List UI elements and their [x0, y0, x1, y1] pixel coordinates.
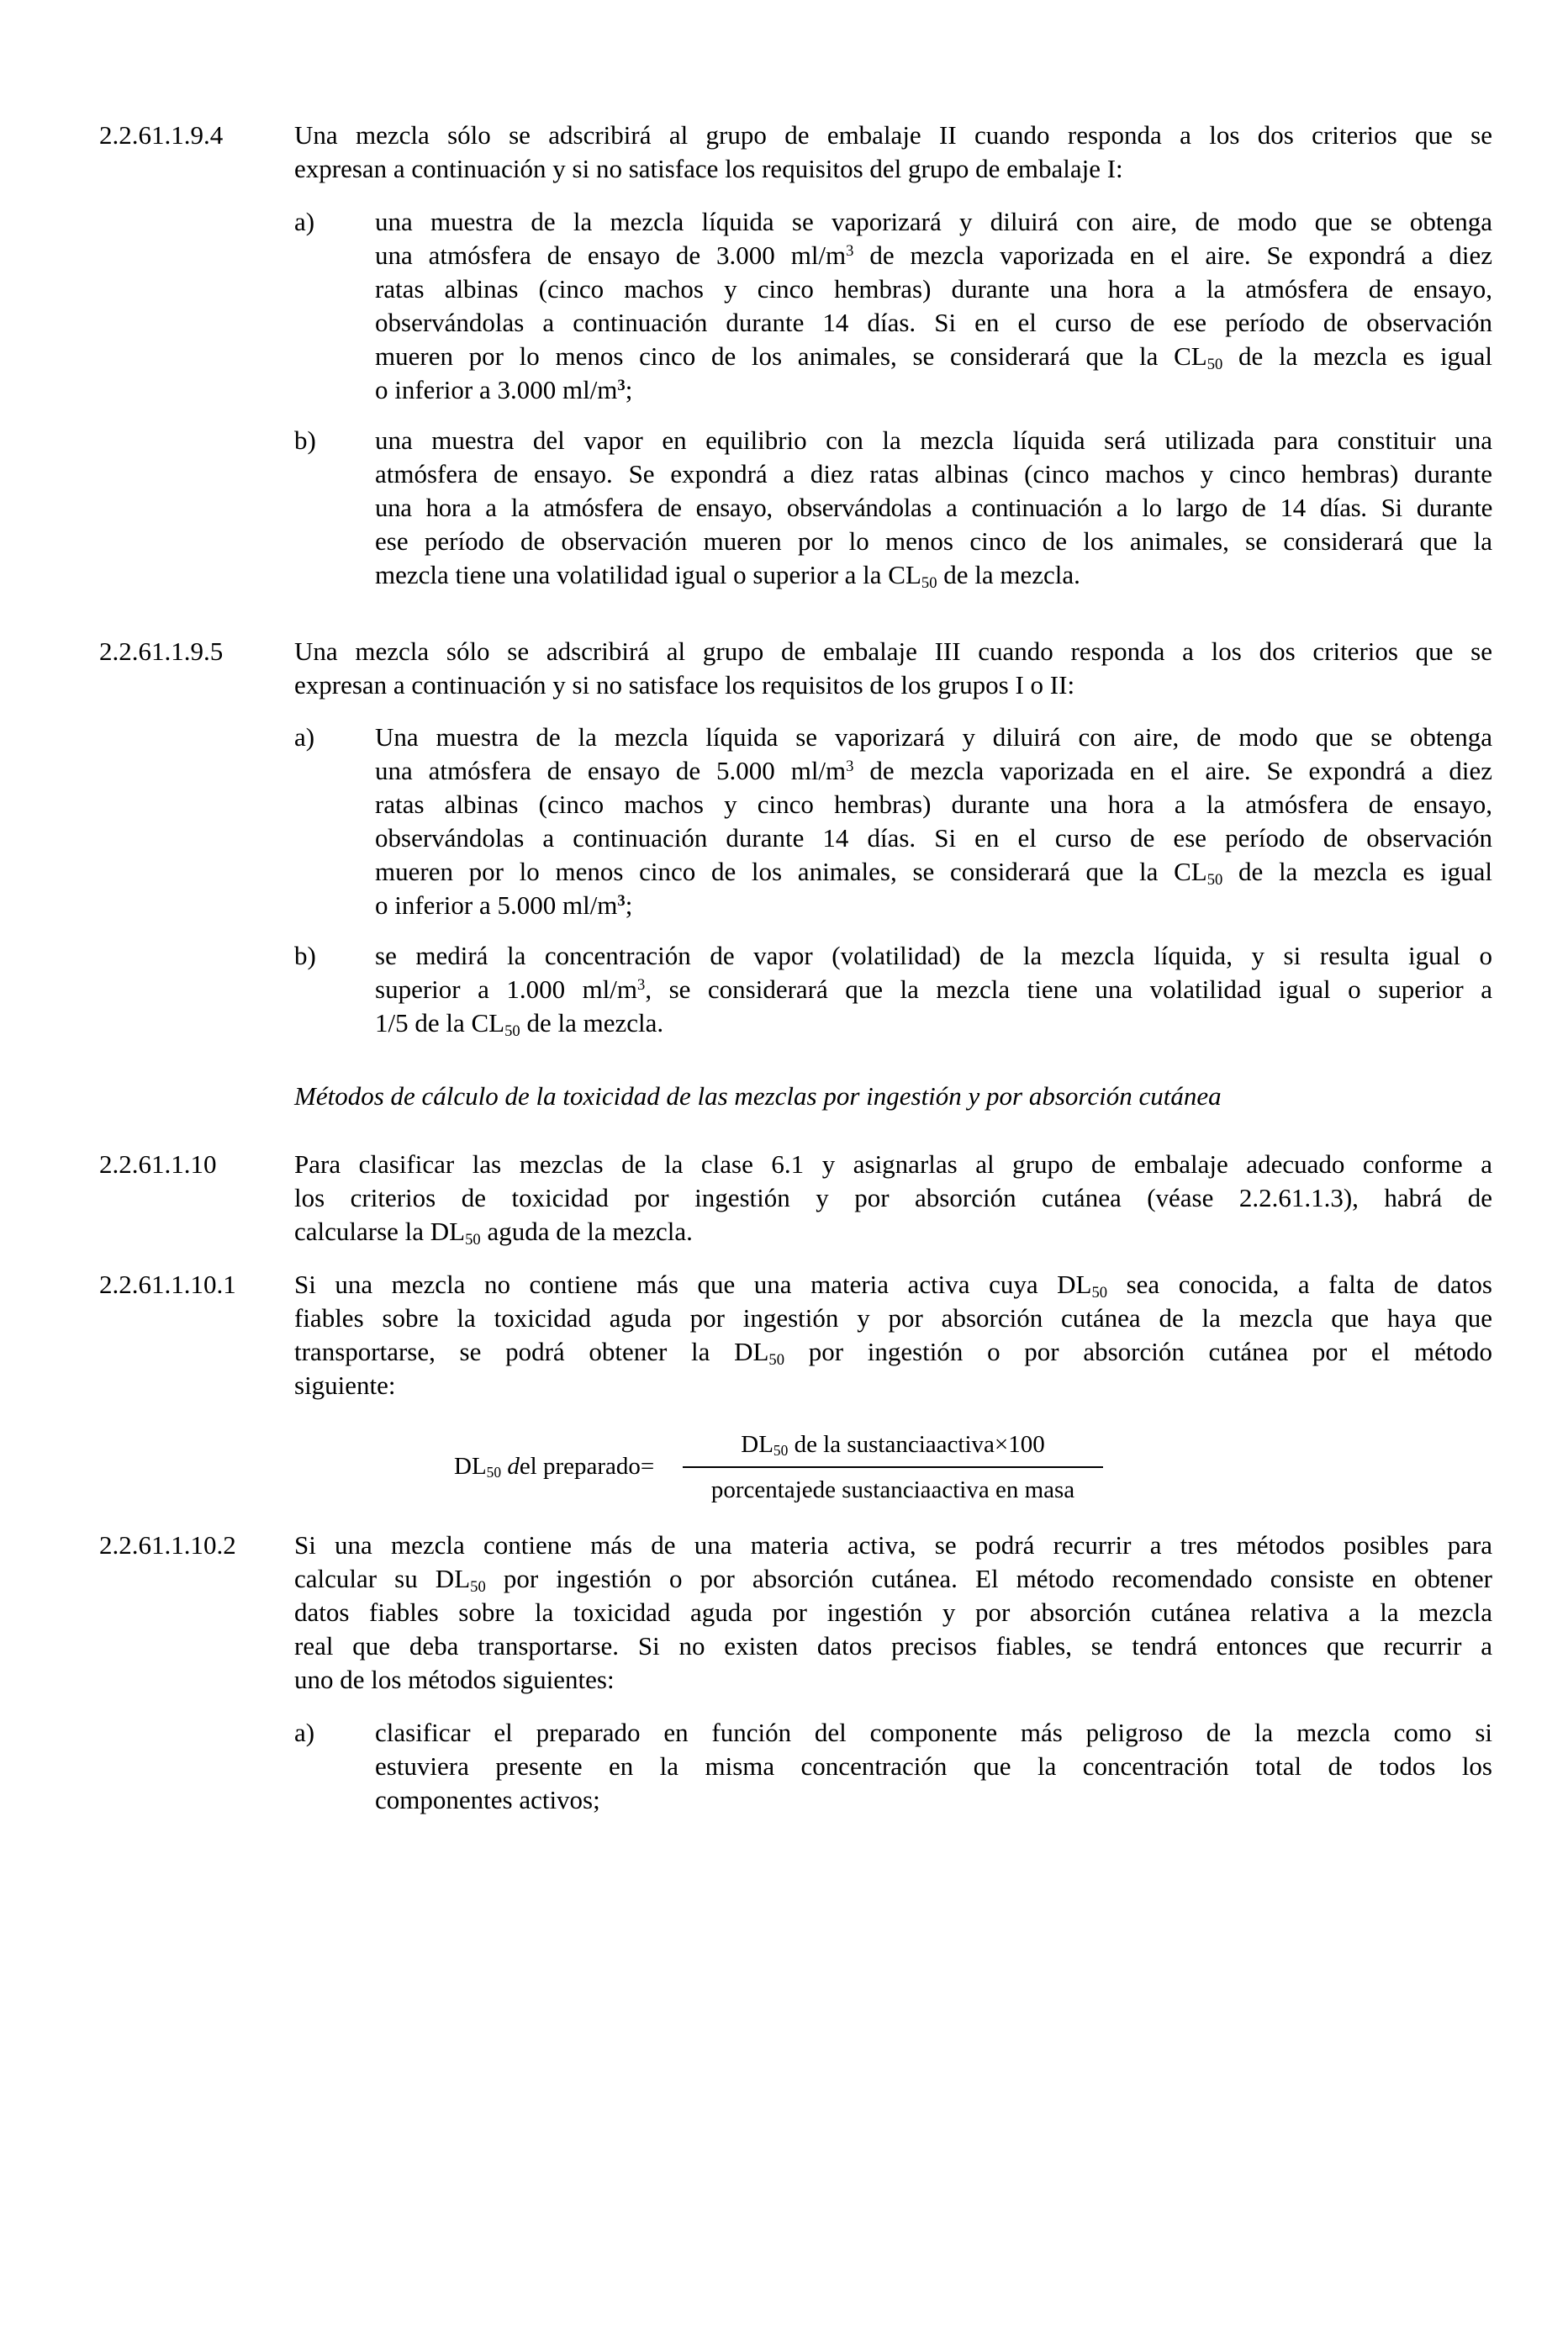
text-line: Si una mezcla contiene más de una materia activa, se podrá recurrir a tres métodos posibles para: [294, 1530, 1492, 1560]
paragraph-number-2-2-61-1-9-5: 2.2.61.1.9.5: [99, 636, 224, 666]
text-line: ratas albinas (cinco machos y cinco hembras) durante una hora a la atmósfera de ensayo,: [375, 274, 1492, 304]
text-line: real que deba transportarse. Si no existen datos precisos fiables, se tendrá entonces que recurrir a: [294, 1631, 1492, 1661]
text-line: atmósfera de ensayo. Se expondrá a diez ratas albinas (cinco machos y cinco hembras) durante: [375, 459, 1492, 488]
paragraph-number-2-2-61-1-10-2: 2.2.61.1.10.2: [99, 1530, 236, 1560]
text-line: o inferior a 5.000 $ml/m^3$;: [375, 890, 633, 920]
formula-left-side: $DL_{50}$ del preparado=: [454, 1453, 655, 1481]
text-line: una hora a la atmósfera de ensayo, observándolas a continuación a lo largo de 14 días. Si durante: [375, 493, 1492, 522]
list-item-letter-a: a): [294, 207, 315, 236]
list-item-2-2-61-1-9-5-a: [375, 721, 1492, 922]
section-heading: Métodos de cálculo de la toxicidad de las mezclas por ingestión y por absorción cutánea: [294, 1081, 1222, 1111]
text-line: Para clasificar las mezclas de la clase 6.1 y asignarlas al grupo de embalaje adecuado conforme a: [294, 1149, 1492, 1179]
text-line: mueren por lo menos cinco de los animales, se considerará que la $CL_{50}$ de la mezcla es igual: [375, 857, 1492, 889]
text-line: observándolas a continuación durante 14 días. Si en el curso de ese período de observación: [375, 823, 1492, 853]
text-line: expresan a continuación y si no satisface los requisitos de los grupos I o II:: [294, 670, 1075, 700]
text-line: datos fiables sobre la toxicidad aguda por ingestión y por absorción cutánea relativa a la mezcla: [294, 1597, 1492, 1627]
text-line: Una muestra de la mezcla líquida se vaporizará y diluirá con aire, de modo que se obtenga: [375, 722, 1492, 752]
list-item-letter-a: a): [294, 722, 315, 752]
paragraph-number-2-2-61-1-10-1: 2.2.61.1.10.1: [99, 1270, 236, 1299]
list-item-letter-b: b): [294, 425, 316, 455]
paragraph-number-2-2-61-1-9-4: 2.2.61.1.9.4: [99, 120, 224, 150]
formula-numerator: $DL_{50}$ de la sustanciaactiva×100: [741, 1431, 1045, 1460]
text-line: siguiente:: [294, 1370, 396, 1400]
paragraph-2-2-61-1-9-4: [294, 119, 1492, 186]
text-line: Una mezcla sólo se adscribirá al grupo de embalaje III cuando responda a los dos criterios que se: [294, 636, 1492, 666]
paragraph-2-2-61-1-10: [294, 1148, 1492, 1249]
list-item-letter-b: b): [294, 941, 316, 970]
paragraph-2-2-61-1-10-1: [294, 1268, 1492, 1402]
text-line: 1/5 de la $CL_{50}$ de la mezcla.: [375, 1008, 664, 1040]
text-line: estuviera presente en la misma concentración que la concentración total de todos los: [375, 1751, 1492, 1781]
paragraph-2-2-61-1-10-2: [294, 1529, 1492, 1697]
list-item-2-2-61-1-9-5-b: [375, 939, 1492, 1040]
text-line: una muestra del vapor en equilibrio con la mezcla líquida será utilizada para constituir una: [375, 425, 1492, 455]
text-line: una muestra de la mezcla líquida se vaporizará y diluirá con aire, de modo que se obtenga: [375, 207, 1492, 236]
text-line: uno de los métodos siguientes:: [294, 1665, 615, 1694]
text-line: calcular su $DL_{50}$ por ingestión o por absorción cutánea. El método recomendado consiste en obtener: [294, 1564, 1492, 1596]
text-line: ese período de observación mueren por lo menos cinco de los animales, se considerará que la: [375, 526, 1492, 556]
text-line: observándolas a continuación durante 14 días. Si en el curso de ese período de observación: [375, 308, 1492, 337]
text-line: ratas albinas (cinco machos y cinco hembras) durante una hora a la atmósfera de ensayo,: [375, 789, 1492, 819]
text-line: mueren por lo menos cinco de los animales, se considerará que la $CL_{50}$ de la mezcla es igual: [375, 341, 1492, 373]
text-line: superior a 1.000 $ml/m^3$, se considerará que la mezcla tiene una volatilidad igual o superior a: [375, 974, 1492, 1004]
text-line: se medirá la concentración de vapor (volatilidad) de la mezcla líquida, y si resulta igual o: [375, 941, 1492, 970]
formula-denominator: porcentajede sustanciaactiva en masa: [710, 1476, 1075, 1503]
text-line: calcularse la $DL_{50}$ aguda de la mezcla.: [294, 1217, 693, 1249]
text-line: los criterios de toxicidad por ingestión y por absorción cutánea (véase 2.2.61.1.3), habrá de: [294, 1183, 1492, 1212]
text-line: mezcla tiene una volatilidad igual o superior a la $CL_{50}$ de la mezcla.: [375, 560, 1080, 592]
text-line: una atmósfera de ensayo de 3.000 $ml/m^3$ de mezcla vaporizada en el aire. Se expondrá a diez: [375, 240, 1492, 270]
ld50-formula: [454, 1428, 1118, 1512]
paragraph-number-2-2-61-1-10: 2.2.61.1.10: [99, 1149, 217, 1179]
paragraph-2-2-61-1-9-5: [294, 635, 1492, 702]
text-line: expresan a continuación y si no satisface los requisitos del grupo de embalaje I:: [294, 154, 1123, 183]
text-line: clasificar el preparado en función del componente más peligroso de la mezcla como si: [375, 1718, 1492, 1747]
list-item-letter-a: a): [294, 1718, 315, 1747]
list-item-2-2-61-1-10-2-a: [375, 1716, 1492, 1817]
text-line: componentes activos;: [375, 1785, 600, 1814]
text-line: transportarse, se podrá obtener la $DL_{50}$ por ingestión o por absorción cutánea por el método: [294, 1337, 1492, 1369]
text-line: fiables sobre la toxicidad aguda por ingestión y por absorción cutánea de la mezcla que haya que: [294, 1303, 1492, 1333]
text-line: o inferior a 3.000 $ml/m^3$;: [375, 375, 633, 404]
text-line: una atmósfera de ensayo de 5.000 $ml/m^3$ de mezcla vaporizada en el aire. Se expondrá a diez: [375, 756, 1492, 785]
text-line: Si una mezcla no contiene más que una materia activa cuya $DL_{50}$ sea conocida, a falta de datos: [294, 1270, 1492, 1302]
fraction-bar: [683, 1466, 1103, 1468]
list-item-2-2-61-1-9-4-a: [375, 205, 1492, 407]
list-item-2-2-61-1-9-4-b: [375, 424, 1492, 592]
text-line: Una mezcla sólo se adscribirá al grupo de embalaje II cuando responda a los dos criterios que se: [294, 120, 1492, 150]
